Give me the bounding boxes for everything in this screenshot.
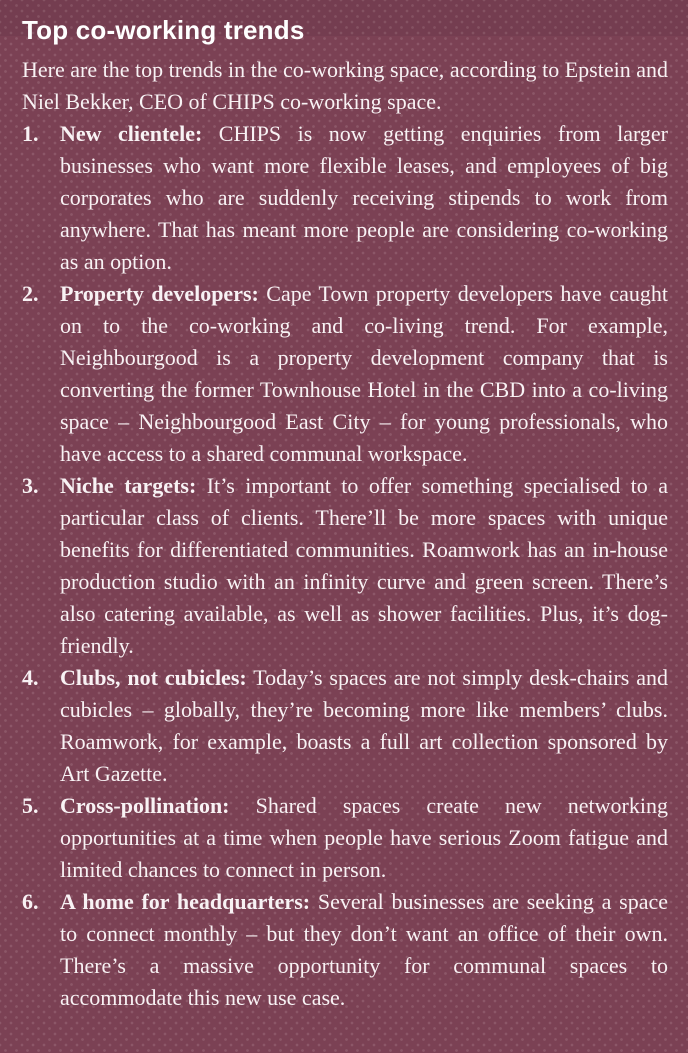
item-number: 2. [22,281,39,306]
item-body: Several businesses are seeking a space to connect monthly – but they don’t want an office of their own. There’s a massive opportunity for communal spaces to accommodate this new use case. [60,889,668,1010]
item-text [60,886,668,1014]
item-lead: Property developers: [60,281,259,306]
item-text [60,118,668,278]
list-item [22,470,668,662]
panel-title: Top co-working trends [22,15,305,45]
item-text [60,662,668,790]
list-item [22,278,668,470]
trend-list [22,118,668,1014]
item-body: Cape Town property developers have caught on to the co-working and co-living trend. For example, Neighbourgood is a property development company that is converting the former Townhouse Hotel in the CBD into a co-living space – Neighbourgood East City – for young professionals, who have access to a shared communal workspace. [60,281,669,466]
item-text [60,470,668,662]
item-body: Shared spaces create new networking opportunities at a time when people have serious Zoom fatigue and limited chances to connect in person. [60,793,668,882]
item-number: 3. [22,473,39,498]
item-lead: New clientele: [60,121,203,146]
list-item [22,662,668,790]
list-item [22,790,668,886]
item-number: 6. [22,889,39,914]
item-number: 5. [22,793,39,818]
item-lead: Niche targets: [60,473,197,498]
item-number: 1. [22,121,39,146]
item-text [60,790,668,886]
item-lead: A home for headquarters: [60,889,311,914]
list-item [22,886,668,1014]
item-body: It’s important to offer something specialised to a particular class of clients. There’ll be more spaces with unique benefits for differentiated communities. Roamwork has an in-house production studio with an infinity curve and green screen. There’s also catering available, as well as shower facilities. Plus, it’s dog-friendly. [60,473,669,658]
item-lead: Clubs, not cubicles: [60,665,247,690]
item-lead: Cross-pollination: [60,793,230,818]
item-text [60,278,668,470]
intro-paragraph: Here are the top trends in the co-working space, according to Epstein and Niel Bekker, CEO of CHIPS co-working space. [22,57,668,114]
item-body: Today’s spaces are not simply desk-chairs and cubicles – globally, they’re becoming more like members’ clubs. Roamwork, for example, boasts a full art collection sponsored by Art Gazette. [60,665,668,786]
list-item [22,118,668,278]
item-body: CHIPS is now getting enquiries from larger businesses who want more flexible leases, and employees of big corporates who are suddenly receiving stipends to work from anywhere. That has meant more people are considering co-working as an option. [60,121,669,274]
item-number: 4. [22,665,39,690]
